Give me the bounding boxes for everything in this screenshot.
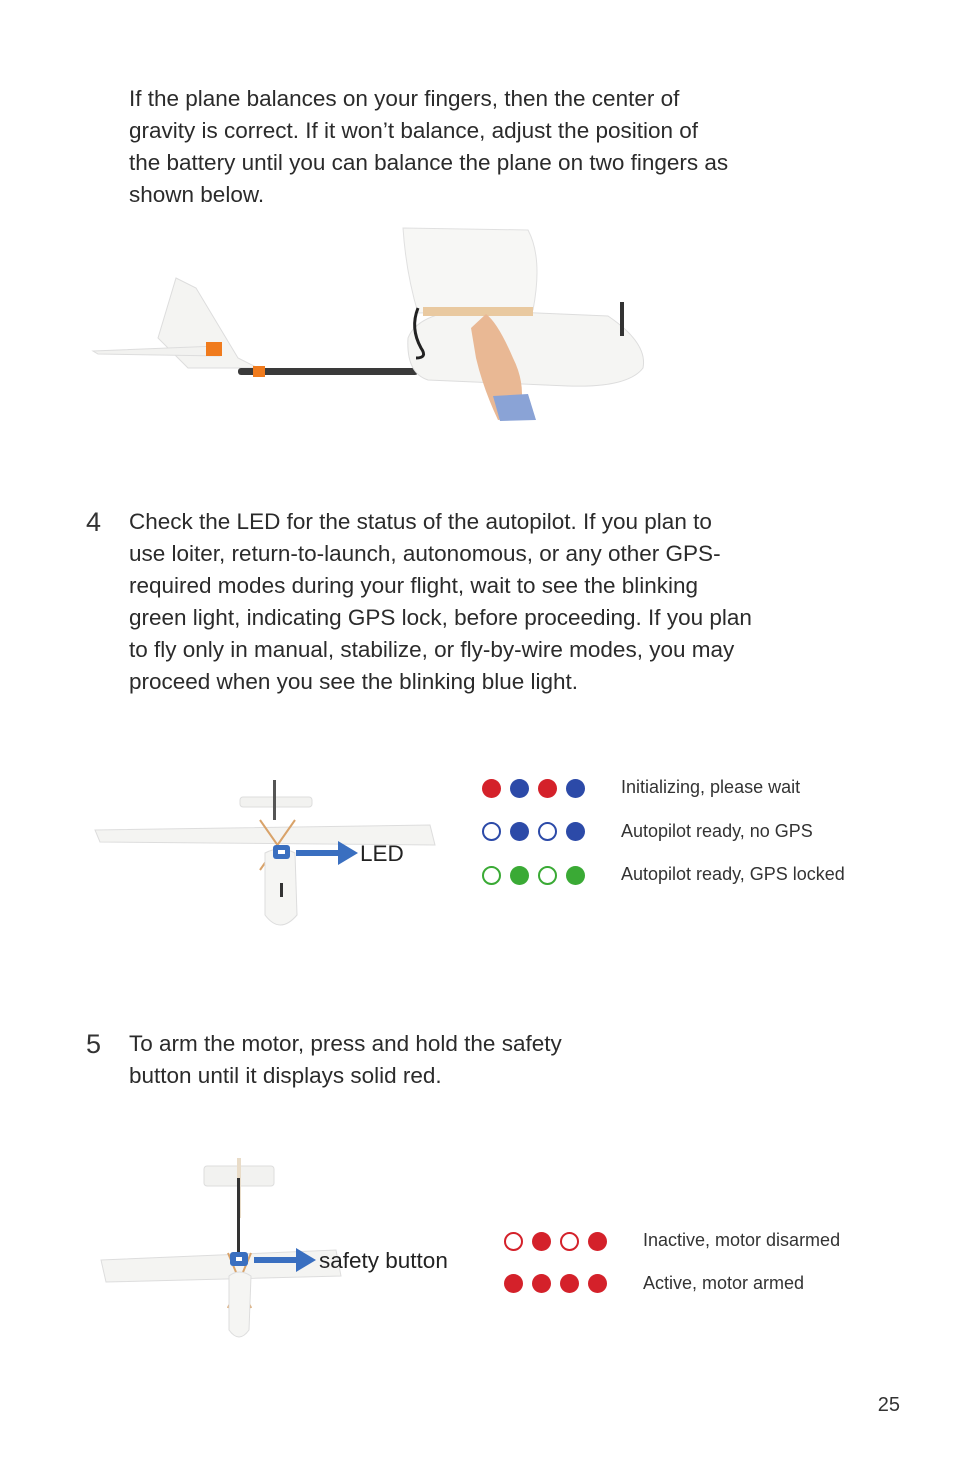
led-dot-filled-icon [482,779,501,798]
led-dot-filled-icon [510,866,529,885]
led-dot-filled-icon [538,779,557,798]
led-dot-filled-icon [566,822,585,841]
led-status-label: Autopilot ready, GPS locked [621,864,845,884]
led-status-label: Autopilot ready, no GPS [621,820,813,841]
led-status-label: Initializing, please wait [621,777,801,797]
led-dot-hollow-icon [482,866,501,885]
safety-status-dots-row [504,1229,616,1253]
safety-button-callout-label: safety button [319,1248,448,1273]
led-dot-filled-icon [566,866,585,885]
led-status-dots-row [482,863,594,887]
led-dot-filled-icon [510,779,529,798]
plane-balance-illustration [88,218,668,423]
led-status-dots-row [482,820,594,844]
led-dot-filled-icon [532,1274,551,1293]
led-dot-filled-icon [588,1274,607,1293]
step-4-paragraph: Check the LED for the status of the autopilot. If you plan to use loiter, return-to-launch, autonomous, or any other GPS- required modes during your flight, wait to see the blinking green light, indicating GPS lock, before proceeding. If you plan to fly only in manual, stabilize, or fly-by-wire modes, you may proceed when you see the blinking blue light. [129,509,752,694]
led-callout-label: LED [360,841,404,866]
step-4-number: 4 [86,507,102,537]
led-dot-hollow-icon [560,1232,579,1251]
led-dot-hollow-icon [504,1232,523,1251]
led-dot-hollow-icon [538,822,557,841]
led-dot-filled-icon [532,1232,551,1251]
led-dot-filled-icon [510,822,529,841]
safety-status-label: Active, motor armed [643,1272,805,1293]
step-5-number: 5 [86,1029,102,1059]
safety-status-label: Inactive, motor disarmed [643,1230,841,1250]
safety-status-dots-row [504,1272,616,1296]
led-dot-filled-icon [588,1232,607,1251]
led-dot-filled-icon [566,779,585,798]
led-dot-hollow-icon [482,822,501,841]
led-arrow-icon [296,839,358,867]
intro-paragraph: If the plane balances on your fingers, then the center of gravity is correct. If it won’t balance, adjust the position of the battery until you can balance the plane on two fingers as shown below. [129,86,729,207]
led-dot-filled-icon [560,1274,579,1293]
led-dot-hollow-icon [538,866,557,885]
page-number: 25 [877,1394,900,1416]
step-5-paragraph: To arm the motor, press and hold the safety button until it displays solid red. [129,1031,562,1088]
safety-button-arrow-icon [254,1246,316,1274]
led-status-dots-row [482,776,594,800]
led-dot-filled-icon [504,1274,523,1293]
